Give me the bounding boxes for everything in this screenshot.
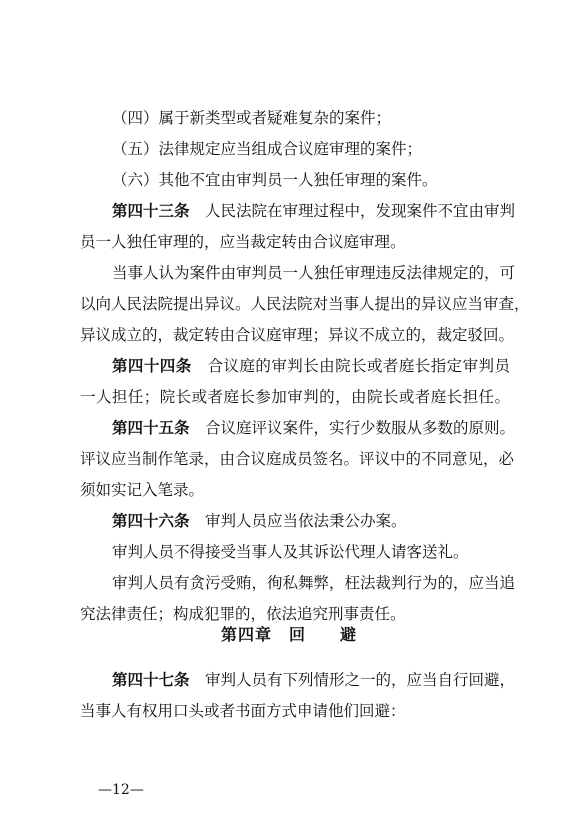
chapter-title: 第四章 回 避	[220, 625, 357, 644]
text-line: 评议应当制作笔录，由合议庭成员签名。评议中的不同意见，必	[80, 450, 515, 468]
text-line: 究法律责任；构成犯罪的，依法追究刑事责任。	[80, 605, 406, 623]
article-heading: 第四十七条	[112, 671, 190, 689]
text-line: 审判人员不得接受当事人及其诉讼代理人请客送礼。	[112, 543, 469, 561]
text-line: 当事人有权用口头或者书面方式申请他们回避：	[80, 702, 406, 720]
article-44-line	[112, 356, 510, 376]
article-heading: 第四十四条	[112, 357, 192, 375]
text-line: （四）属于新类型或者疑难复杂的案件；	[112, 109, 392, 127]
article-47-line	[112, 670, 516, 690]
article-text: 合议庭的审判长由院长或者庭长指定审判员	[207, 357, 510, 375]
text-line: 当事人认为案件由审判员一人独任审理违反法律规定的，可	[112, 264, 516, 282]
text-line: （五）法律规定应当组成合议庭审理的案件；	[112, 140, 423, 158]
text-line: 员一人独任审理的，应当裁定转由合议庭审理。	[80, 233, 406, 251]
text-line: （六）其他不宜由审判员一人独任审理的案件。	[112, 171, 438, 189]
article-text: 审判人员应当依法秉公办案。	[205, 512, 407, 530]
text-line: 异议成立的，裁定转由合议庭审理；异议不成立的，裁定驳回。	[80, 326, 515, 344]
article-text: 审判人员有下列情形之一的，应当自行回避，	[205, 671, 516, 689]
article-heading: 第四十五条	[112, 419, 190, 437]
page-number: —12—	[98, 782, 144, 798]
text-line: 审判人员有贪污受贿，徇私舞弊，枉法裁判行为的，应当追	[112, 574, 516, 592]
article-heading: 第四十三条	[112, 202, 190, 220]
article-text: 人民法院在审理过程中，发现案件不宜由审判	[205, 202, 516, 220]
article-heading: 第四十六条	[112, 512, 190, 530]
article-43-line	[112, 201, 516, 221]
article-text: 合议庭评议案件，实行少数服从多数的原则。	[205, 419, 516, 437]
text-line: 以向人民法院提出异议。人民法院对当事人提出的异议应当审查，	[80, 295, 530, 313]
text-line: 须如实记入笔录。	[80, 481, 205, 499]
article-46-line	[112, 511, 510, 531]
text-line: 一人担任；院长或者庭长参加审判的，由院长或者庭长担任。	[80, 388, 510, 406]
article-45-line	[112, 418, 516, 438]
